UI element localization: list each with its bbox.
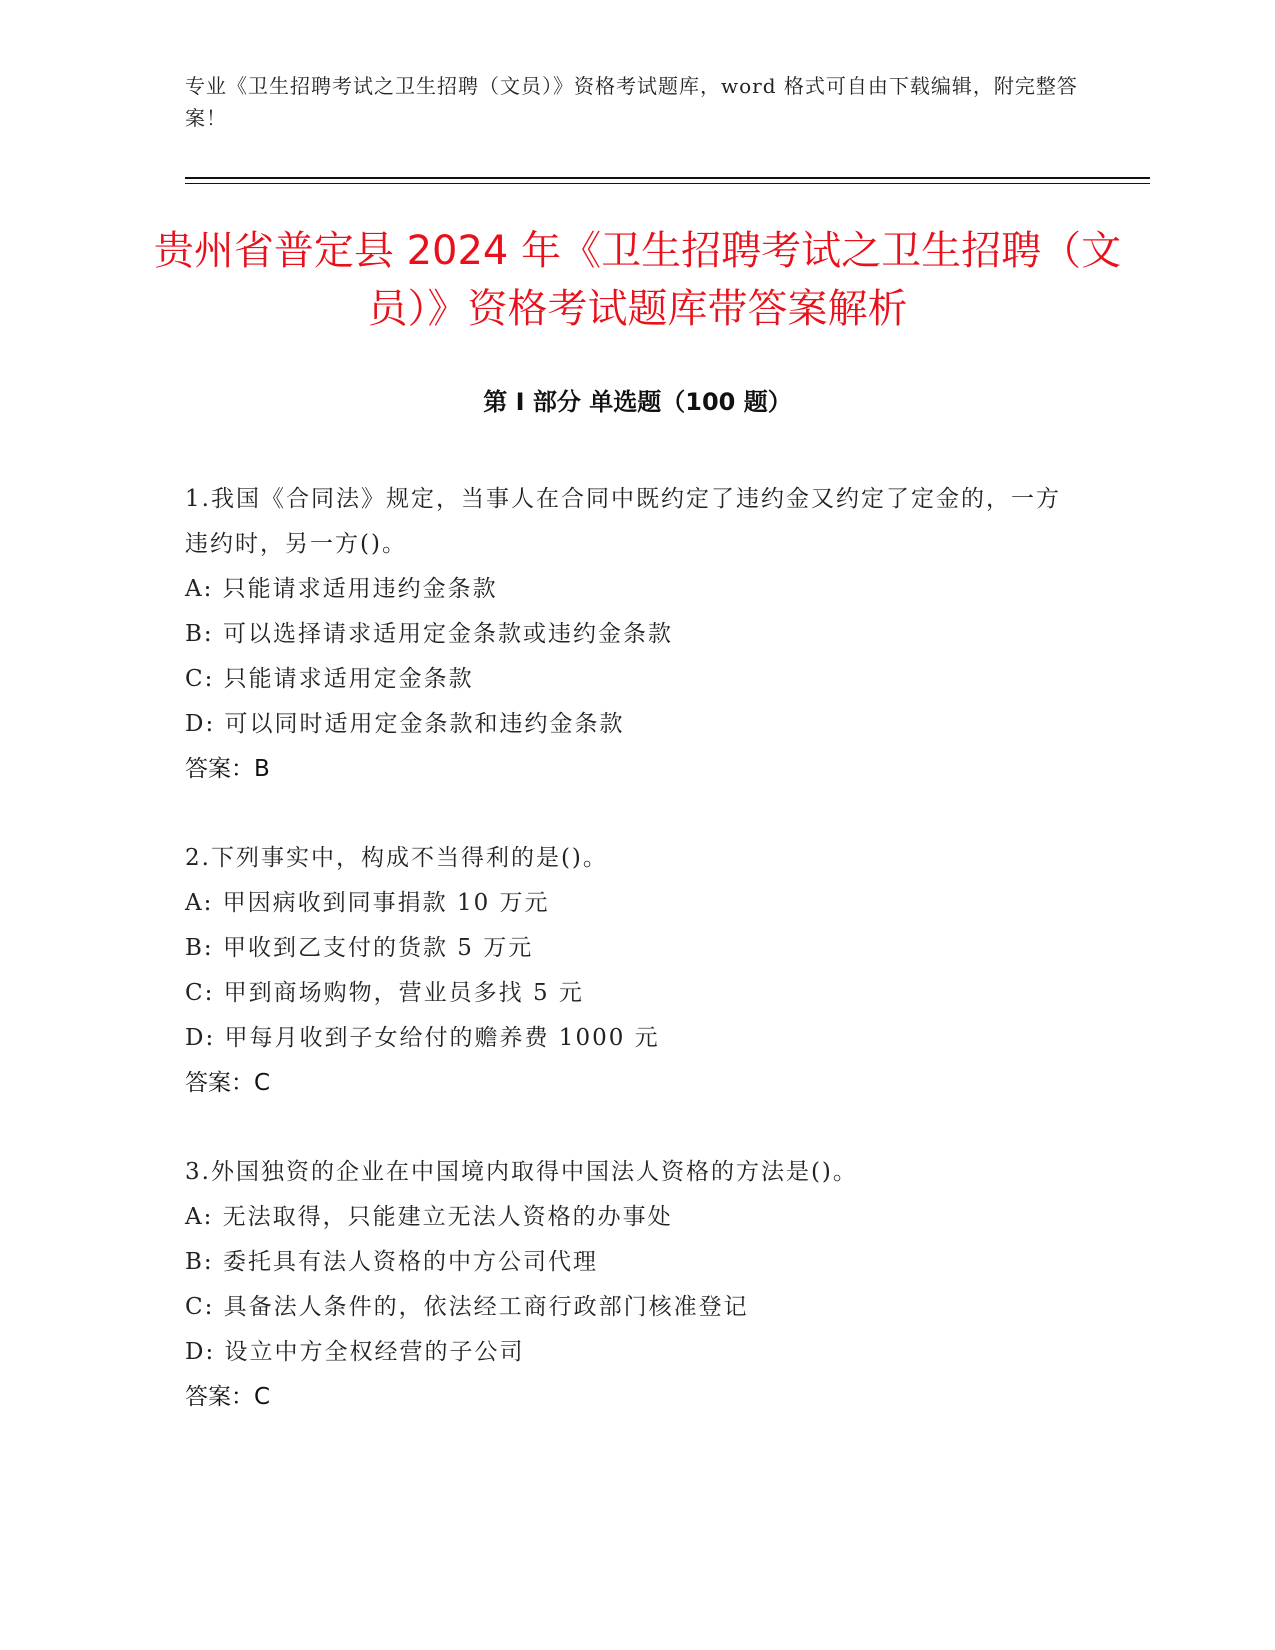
option-a: A: 只能请求适用违约金条款: [185, 576, 498, 602]
option-c: C: 具备法人条件的，依法经工商行政部门核准登记: [185, 1294, 749, 1320]
question-stem: 1.我国《合同法》规定，当事人在合同中既约定了违约金又约定了定金的，一方违约时，另一方()。: [185, 486, 1061, 557]
question-1: [185, 477, 1085, 792]
option-d: D: 设立中方全权经营的子公司: [185, 1339, 525, 1365]
question-list: [185, 477, 1085, 1464]
option-b: B: 甲收到乙支付的货款 5 万元: [185, 935, 534, 961]
option-d: D: 甲每月收到子女给付的赡养费 1000 元: [185, 1025, 660, 1051]
header-note: 专业《卫生招聘考试之卫生招聘（文员）》资格考试题库，word 格式可自由下载编辑，附完整答案！: [185, 74, 1078, 130]
question-3: [185, 1150, 1085, 1420]
option-b: B: 委托具有法人资格的中方公司代理: [185, 1249, 598, 1275]
option-b: B: 可以选择请求适用定金条款或违约金条款: [185, 621, 673, 647]
question-stem: 3.外国独资的企业在中国境内取得中国法人资格的方法是()。: [185, 1159, 858, 1185]
document-title: 贵州省普定县 2024 年《卫生招聘考试之卫生招聘（文员）》资格考试题库带答案解析: [153, 228, 1122, 332]
option-d: D: 可以同时适用定金条款和违约金条款: [185, 711, 625, 737]
question-2: [185, 836, 1085, 1106]
option-c: C: 甲到商场购物，营业员多找 5 元: [185, 980, 584, 1006]
question-stem: 2.下列事实中，构成不当得利的是()。: [185, 845, 608, 871]
header-divider-thick: [185, 177, 1150, 179]
answer: 答案：B: [185, 756, 270, 782]
answer: 答案：C: [185, 1384, 271, 1410]
answer: 答案：C: [185, 1070, 271, 1096]
option-a: A: 无法取得，只能建立无法人资格的办事处: [185, 1204, 673, 1230]
section-heading: 第 I 部分 单选题（100 题）: [483, 388, 792, 416]
option-c: C: 只能请求适用定金条款: [185, 666, 474, 692]
header-divider-thin: [185, 183, 1150, 184]
option-a: A: 甲因病收到同事捐款 10 万元: [185, 890, 550, 916]
